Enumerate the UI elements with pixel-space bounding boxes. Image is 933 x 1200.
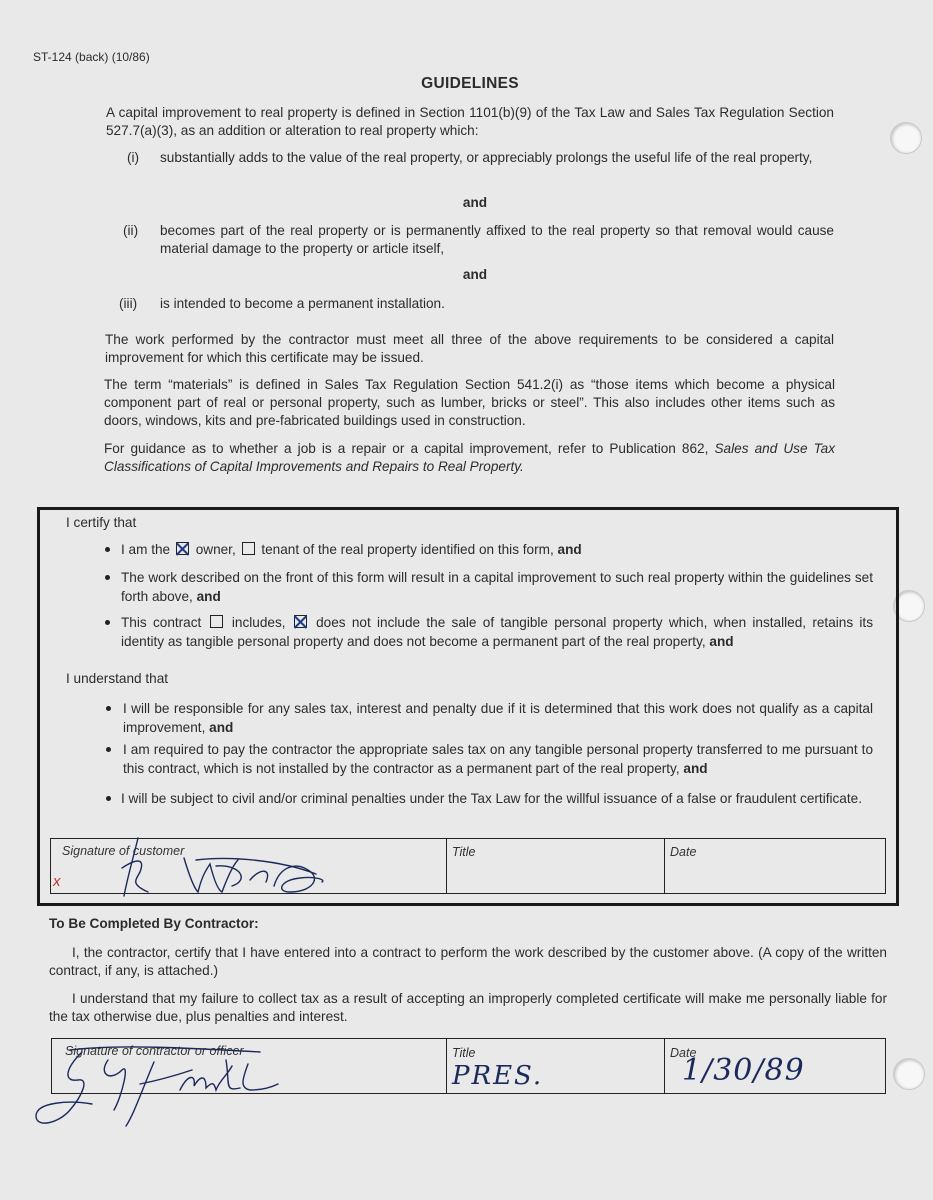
contractor-signature-scrawl — [30, 1030, 290, 1130]
certify-label: I certify that — [66, 515, 137, 530]
contractor-title-value[interactable]: PRES. — [452, 1061, 544, 1091]
certify-bullet-3-prefix: This contract — [121, 615, 202, 630]
criterion-2-number: (ii) — [123, 223, 139, 238]
requirements-paragraph: The work performed by the contractor must meet all three of the above requirements to be considered a capital improvement for which this certificate may be issued. — [105, 332, 834, 365]
does-not-include-label: does not include the sale of tangible personal property which, when installed, retains its identity as tangible personal property and does not become a permanent part of the real property, — [121, 615, 873, 649]
understand-bullet-3: I will be subject to civil and/or criminal penalties under the Tax Law for the willful issuance of a false or fraudulent certificate. — [121, 791, 862, 806]
customer-title-label: Title — [452, 845, 476, 859]
criterion-2-text: becomes part of the real property or is permanently affixed to the real property so that removal would cause material damage to the property or article itself, — [160, 223, 834, 256]
understand-bullet-1-text: I will be responsible for any sales tax, interest and penalty due if it is determined that this work does not qualify as a capital improvement, — [123, 701, 873, 735]
understand-bullet-1 — [123, 699, 873, 737]
guidance-paragraph — [104, 440, 835, 476]
tenant-checkbox[interactable] — [242, 542, 255, 555]
bullet-dot — [106, 706, 111, 711]
and-connector-1: and — [462, 195, 488, 210]
form-code: ST-124 (back) (10/86) — [33, 50, 150, 64]
criterion-3-number: (iii) — [119, 296, 138, 311]
bullet-dot — [105, 547, 110, 552]
owner-checkbox[interactable] — [176, 542, 189, 555]
contractor-paragraph-1: I, the contractor, certify that I have entered into a contract to perform the work described by the customer above. (A copy of the written contract, if any, is attached.) — [49, 945, 887, 978]
and-connector: and — [683, 761, 708, 776]
and-connector: and — [709, 634, 734, 649]
contractor-date-value[interactable]: 1/30/89 — [682, 1053, 805, 1088]
contractor-heading: To Be Completed By Contractor: — [49, 916, 259, 931]
understand-bullet-2 — [123, 740, 873, 778]
publication-title: Sales and Use Tax Classifications of Capital Improvements and Repairs to Real Property. — [104, 441, 836, 474]
certify-bullet-1-prefix: I am the — [121, 542, 171, 557]
certify-bullet-2-text: The work described on the front of this form will result in a capital improvement to such real property within the guidelines set forth above, — [121, 570, 873, 604]
owner-label: owner, — [195, 542, 236, 557]
does-not-include-checkbox[interactable] — [294, 615, 307, 628]
page-title: GUIDELINES — [421, 75, 519, 92]
and-connector: and — [209, 720, 234, 735]
and-connector: and — [557, 542, 582, 557]
bullet-dot — [106, 747, 111, 752]
customer-title-field[interactable] — [447, 839, 664, 895]
criterion-1-number: (i) — [127, 150, 140, 165]
guidance-text: For guidance as to whether a job is a repair or a capital improvement, refer to Publication 862, — [104, 441, 709, 456]
bullet-dot — [106, 796, 111, 801]
understand-label: I understand that — [66, 671, 169, 686]
criterion-1-text: substantially adds to the value of the real property, or appreciably prolongs the useful life of the real property, — [160, 150, 813, 165]
contractor-signature-label: Signature of contractor or officer — [65, 1044, 244, 1058]
intro-paragraph: A capital improvement to real property is defined in Section 1101(b)(9) of the Tax Law and Sales Tax Regulation Section 527.7(a)(3), as an addition or alteration to real property which: — [106, 105, 834, 138]
customer-signature-label: Signature of customer — [62, 844, 185, 858]
punch-hole-bottom — [893, 1058, 925, 1090]
bullet-dot — [105, 575, 110, 580]
contractor-paragraph-2: I understand that my failure to collect tax as a result of accepting an improperly completed certificate will make me personally liable for the tax otherwise due, plus penalties and interest. — [49, 991, 887, 1024]
certify-bullet-2 — [121, 568, 873, 606]
certify-bullet-3 — [121, 613, 873, 651]
customer-signature-scrawl — [100, 820, 340, 905]
understand-bullet-2-text: I am required to pay the contractor the appropriate sales tax on any tangible personal property transferred to me pursuant to this contract, which is not installed by the contractor as a permanent part of the real property, — [123, 742, 873, 776]
includes-label: includes, — [231, 615, 286, 630]
customer-date-field[interactable] — [665, 839, 885, 895]
and-connector-2: and — [462, 267, 488, 282]
bullet-dot — [105, 620, 110, 625]
includes-checkbox[interactable] — [210, 615, 223, 628]
punch-hole-top — [890, 122, 922, 154]
contractor-date-label: Date — [670, 1046, 697, 1060]
tenant-label: tenant of the real property identified on this form, — [261, 542, 554, 557]
contractor-title-label: Title — [452, 1046, 476, 1060]
certify-bullet-1 — [121, 540, 871, 559]
materials-paragraph: The term “materials” is defined in Sales Tax Regulation Section 541.2(i) as “those items which become a physical component part of real or personal property, such as lumber, bricks or steel”. This also includes other items such as doors, windows, kits and pre-fabricated buildings used in construction. — [104, 377, 835, 428]
and-connector: and — [196, 589, 221, 604]
customer-x-mark: x — [53, 873, 61, 890]
customer-date-label: Date — [670, 845, 697, 859]
criterion-3-text: is intended to become a permanent installation. — [160, 296, 445, 311]
